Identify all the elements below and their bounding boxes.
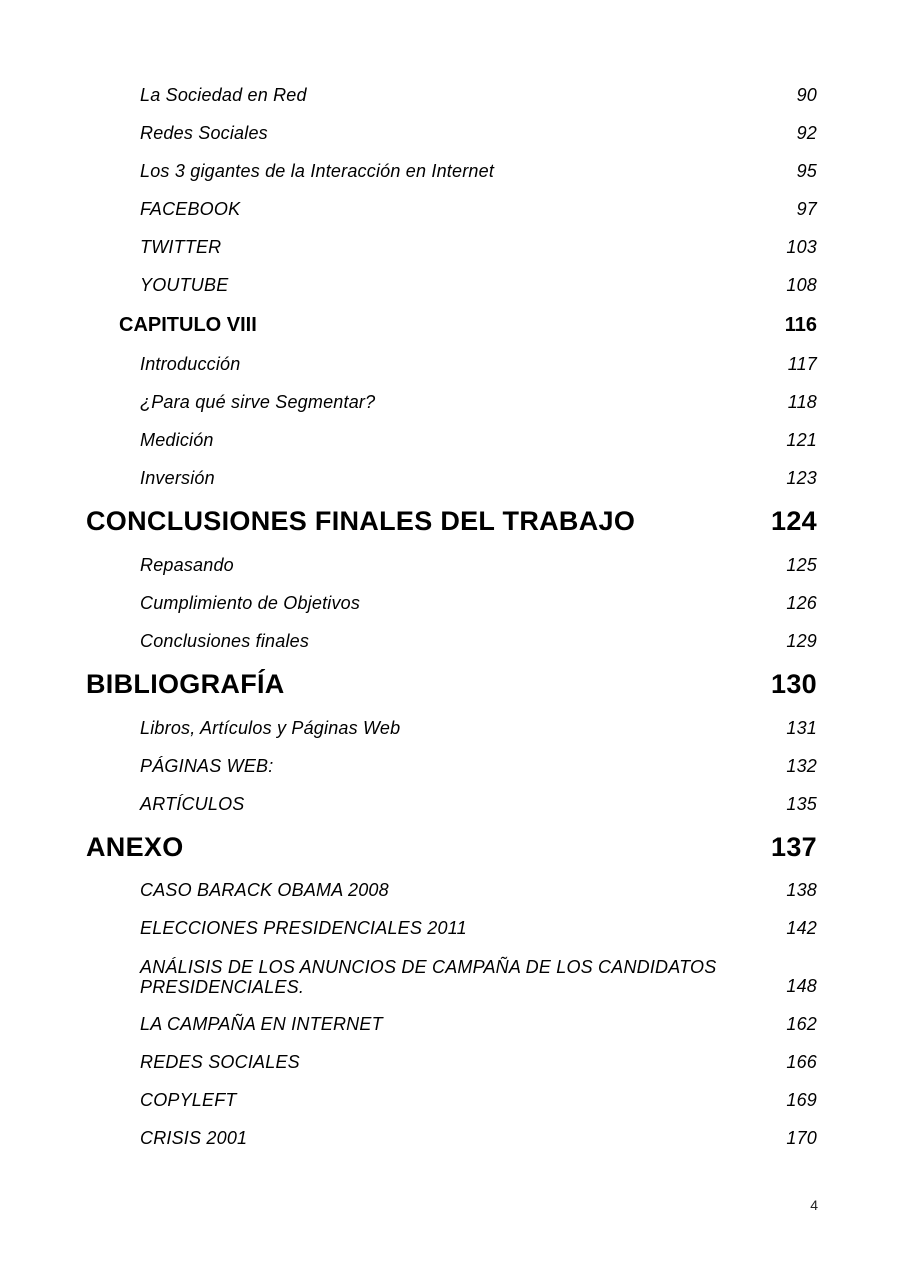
toc-entry[interactable] xyxy=(140,1128,817,1149)
toc-entry-page: 117 xyxy=(787,354,817,374)
toc-entry[interactable] xyxy=(140,1052,817,1073)
toc-entry[interactable] xyxy=(140,631,817,652)
toc-entry[interactable] xyxy=(140,275,817,296)
toc-section[interactable] xyxy=(86,669,817,700)
toc-entry-page: 121 xyxy=(786,430,817,450)
toc-entry-page: 90 xyxy=(796,85,817,105)
toc-entry-title: PÁGINAS WEB: xyxy=(140,756,274,776)
toc-entry-page: 162 xyxy=(786,1014,817,1034)
toc-entry-title: CASO BARACK OBAMA 2008 xyxy=(140,880,389,900)
toc-section-page: 137 xyxy=(771,832,817,862)
toc-section[interactable] xyxy=(86,832,817,863)
toc-entry-page: 129 xyxy=(786,631,817,651)
page-number: 4 xyxy=(810,1197,818,1213)
toc-entry-title: CRISIS 2001 xyxy=(140,1128,248,1148)
toc-chapter-page: 116 xyxy=(784,314,817,336)
toc-section-title: CONCLUSIONES FINALES DEL TRABAJO xyxy=(86,506,636,536)
toc-entry-page: 132 xyxy=(786,756,817,776)
toc-section-page: 130 xyxy=(771,669,817,699)
toc-entry-title: FACEBOOK xyxy=(140,199,241,219)
toc-entry-page: 125 xyxy=(786,555,817,575)
toc-entry[interactable] xyxy=(140,123,817,144)
toc-entry-title: Introducción xyxy=(140,354,241,374)
toc-section-page: 124 xyxy=(771,506,817,536)
toc-entry-title: Redes Sociales xyxy=(140,123,268,143)
toc-entry[interactable] xyxy=(140,354,817,375)
toc-entry-title: LA CAMPAÑA EN INTERNET xyxy=(140,1014,383,1034)
toc-entry-page: 108 xyxy=(786,275,817,295)
toc-entry-title-line1: ANÁLISIS DE LOS ANUNCIOS DE CAMPAÑA DE LOS CANDIDATOS xyxy=(140,957,717,977)
toc-entry-page: 166 xyxy=(786,1052,817,1072)
toc-entry-page: 92 xyxy=(796,123,817,143)
toc-entry[interactable] xyxy=(140,237,817,258)
toc-entry-title: COPYLEFT xyxy=(140,1090,237,1110)
toc-entry[interactable] xyxy=(140,718,817,739)
toc-entry[interactable] xyxy=(140,957,817,997)
toc-entry[interactable] xyxy=(140,430,817,451)
toc-entry[interactable] xyxy=(140,880,817,901)
toc-entry-title: La Sociedad en Red xyxy=(140,85,307,105)
toc-entry[interactable] xyxy=(140,161,817,182)
toc-entry-page: 97 xyxy=(796,199,817,219)
toc-entry-page: 123 xyxy=(786,468,817,488)
toc-entry-title: ¿Para qué sirve Segmentar? xyxy=(140,392,376,412)
toc-entry[interactable] xyxy=(140,555,817,576)
toc-entry-title: Cumplimiento de Objetivos xyxy=(140,593,361,613)
toc-entry[interactable] xyxy=(140,593,817,614)
toc-chapter-title: CAPITULO VIII xyxy=(119,314,257,336)
toc-entry[interactable] xyxy=(140,392,817,413)
toc-entry-title: Repasando xyxy=(140,555,234,575)
toc-entry-title: YOUTUBE xyxy=(140,275,229,295)
toc-entry-page: 126 xyxy=(786,593,817,613)
toc-entry[interactable] xyxy=(140,85,817,106)
toc-entry[interactable] xyxy=(140,794,817,815)
toc-entry-page: 170 xyxy=(786,1128,817,1148)
toc-entry[interactable] xyxy=(140,199,817,220)
toc-entry-title: Medición xyxy=(140,430,214,450)
toc-entry-page: 169 xyxy=(786,1090,817,1110)
toc-entry-page: 118 xyxy=(787,392,817,412)
toc-entry-title: ELECCIONES PRESIDENCIALES 2011 xyxy=(140,918,467,938)
toc-entry-page: 103 xyxy=(786,237,817,257)
toc-entry-title xyxy=(140,957,716,997)
toc-entry-title: Inversión xyxy=(140,468,215,488)
toc-entry-title: Libros, Artículos y Páginas Web xyxy=(140,718,401,738)
toc-entry-page: 131 xyxy=(786,718,817,738)
toc-entry[interactable] xyxy=(140,468,817,489)
toc-entry[interactable] xyxy=(140,1014,817,1035)
toc-entry-page: 95 xyxy=(796,161,817,181)
toc-section-title: ANEXO xyxy=(86,832,184,862)
toc-entry-page: 148 xyxy=(786,976,817,996)
toc-entry-page: 142 xyxy=(786,918,817,938)
toc-entry-title: ARTÍCULOS xyxy=(140,794,245,814)
toc-entry-title: TWITTER xyxy=(140,237,222,257)
toc-entry-title: Conclusiones finales xyxy=(140,631,310,651)
toc-chapter[interactable] xyxy=(119,314,817,337)
toc-section[interactable] xyxy=(86,506,817,537)
toc-entry-title-line2: PRESIDENCIALES. xyxy=(140,977,305,997)
toc-entry-page: 135 xyxy=(786,794,817,814)
toc-entry-title: REDES SOCIALES xyxy=(140,1052,300,1072)
toc-entry[interactable] xyxy=(140,918,817,939)
toc-entry-title: Los 3 gigantes de la Interacción en Internet xyxy=(140,161,495,181)
toc-entry-page: 138 xyxy=(786,880,817,900)
toc-entry[interactable] xyxy=(140,1090,817,1111)
toc-entry[interactable] xyxy=(140,756,817,777)
toc-section-title: BIBLIOGRAFÍA xyxy=(86,669,285,699)
